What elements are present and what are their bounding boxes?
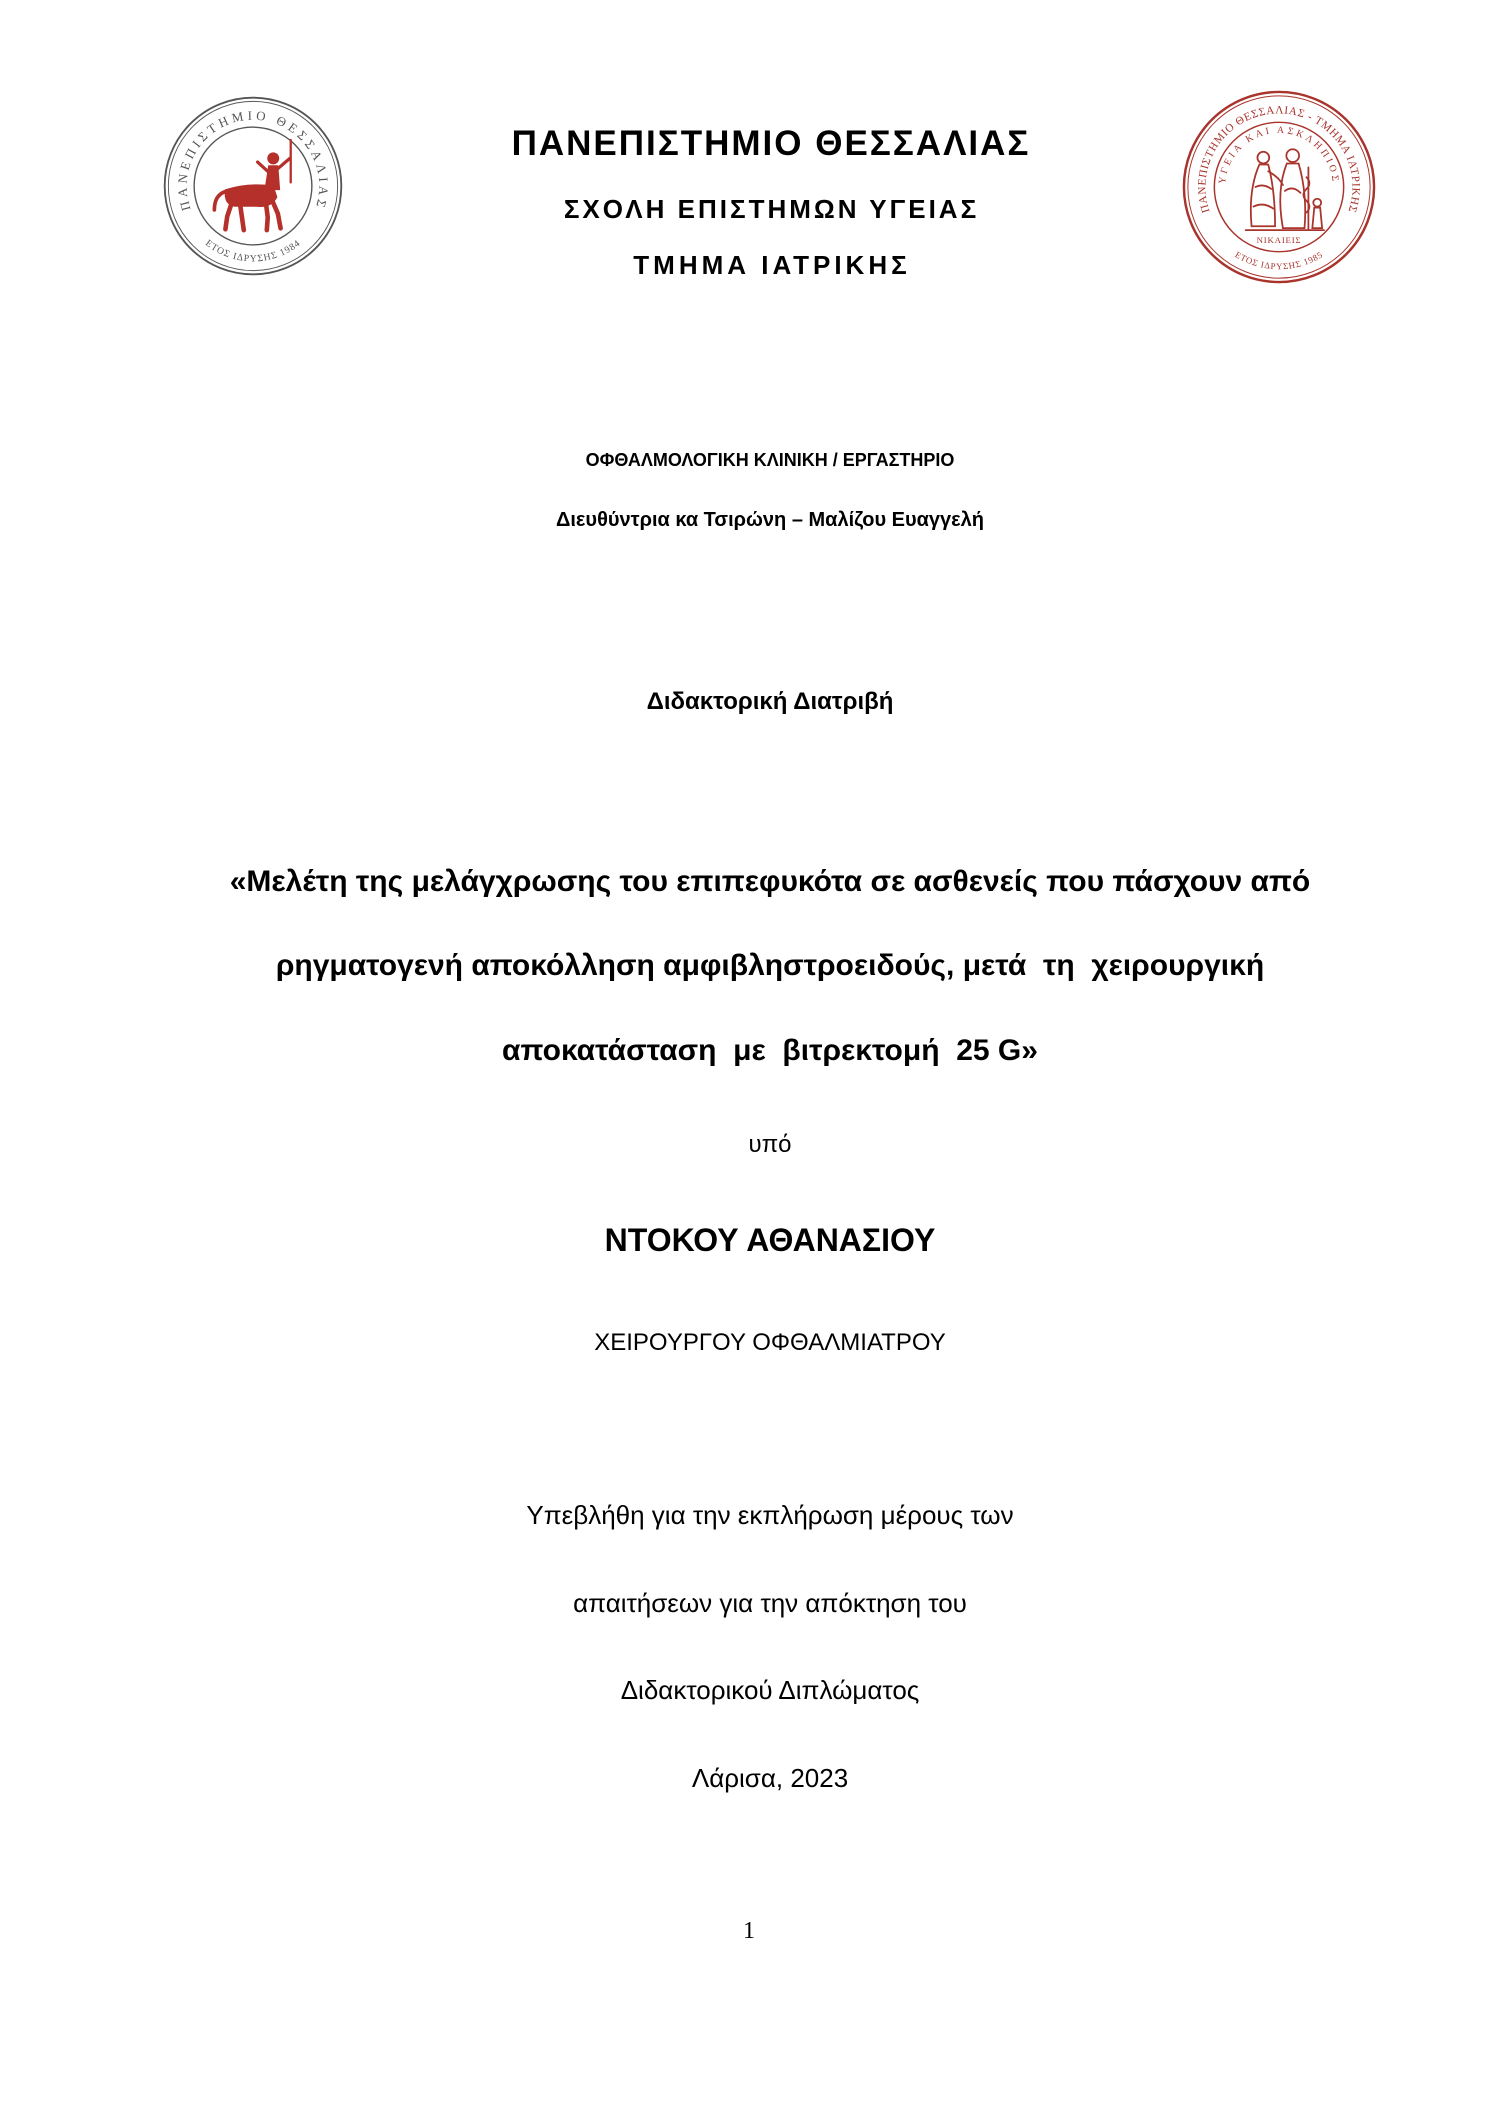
clinic-director: Διευθύντρια κα Τσιρώνη – Μαλίζου Ευαγγελή [556,509,984,531]
submission-line: Διδακτορικού Διπλώματος [620,1675,920,1705]
seal-inner-text-path: ΥΓΕΙΑ ΚΑΙ ΑΣΚΛΗΠΙΟΣ [1217,124,1341,185]
department-name: ΤΜΗΜΑ ΙΑΤΡΙΚΗΣ [633,250,911,280]
seal-motto: ΝΙΚΑΙΕΙΣ [1256,234,1302,245]
school-name: ΣΧΟΛΗ ΕΠΙΣΤΗΜΩΝ ΥΓΕΙΑΣ [563,194,980,224]
submission-line: Υπεβλήθη για την εκπλήρωση μέρους των [526,1500,1014,1530]
seal-bottom-text-path: ΕΤΟΣ ΙΔΡΥΣΗΣ 1984 [203,237,303,265]
place-date: Λάρισα, 2023 [691,1763,849,1793]
thesis-title-line: αποκατάσταση με βιτρεκτομή 25 G» [502,1034,1038,1067]
thesis-title-line: ρηγματογενή αποκόλληση αμφιβληστροειδούς, μετά τη χειρουργική [275,949,1265,982]
seal-bottom-text-path: ΕΤΟΣ ΙΔΡΥΣΗΣ 1985 [1233,249,1325,272]
clinic-name: ΟΦΘΑΛΜΟΛΟΓΙΚΗ ΚΛΙΝΙΚΗ / ΕΡΓΑΣΤΗΡΙΟ [585,450,955,470]
thesis-title-line: «Μελέτη της μελάγχρωσης του επιπεφυκότα σε ασθενείς που πάσχουν από [229,865,1311,898]
hygieia-drapery [1255,185,1271,189]
university-name: ΠΑΝΕΠΙΣΤΗΜΙΟ ΘΕΣΣΑΛΙΑΣ [511,124,1031,163]
author-name: ΝΤΟΚΟΥ ΑΘΑΝΑΣΙΟΥ [604,1222,936,1258]
document-type: Διδακτορική Διατριβή [646,688,894,715]
by-label: υπό [748,1131,792,1158]
author-title: ΧΕΙΡΟΥΡΓΟΥ ΟΦΘΑΛΜΙΑΤΡΟΥ [594,1329,946,1356]
seal-ring-text-path: ΠΑΝΕΠΙΣΤΗΜΙΟ ΘΕΣΣΑΛΙΑΣ - ΤΜΗΜΑ ΙΑΤΡΙΚΗΣ [1196,104,1362,215]
submission-line: απαιτήσεων για την απόκτηση του [573,1588,967,1618]
page-number: 1 [743,1918,755,1944]
seal-ring-text-path: ΠΑΝΕΠΙΣΤΗΜΙΟ ΘΕΣΣΑΛΙΑΣ [175,108,331,213]
